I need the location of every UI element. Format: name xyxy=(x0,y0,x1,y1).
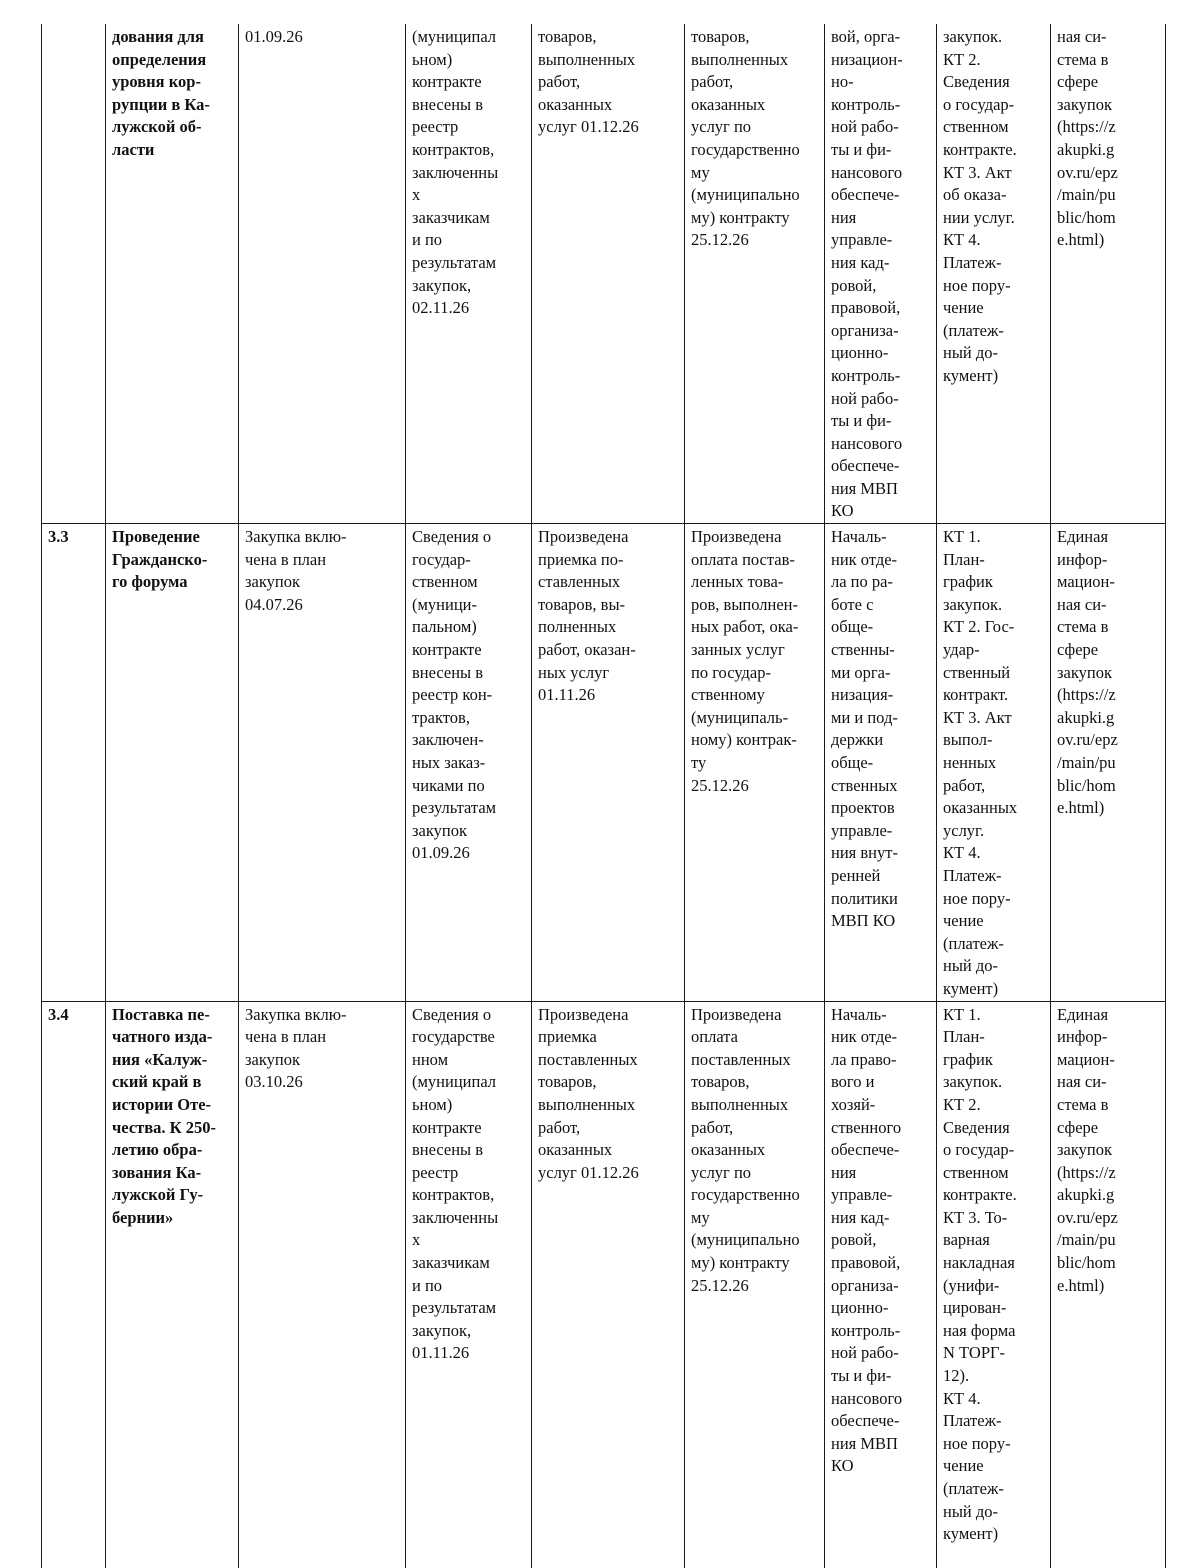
control-point-4: Произведена оплата поставленных товаров, выполненных работ, оказанных услуг по государственно му (муниципально му) контракту 25.12.26 xyxy=(691,1004,800,1295)
system-cell xyxy=(1051,1001,1166,1568)
event-name: дования для определения уровня кор- рупции в Ка- лужской об- ласти xyxy=(112,27,210,159)
responsible-cell xyxy=(825,24,937,524)
event-name: Проведение Гражданско- го форума xyxy=(112,527,208,592)
control-point-4-cell xyxy=(685,524,825,1001)
event-name: Поставка пе- чатного изда- ния «Калуж- ский край в истории Оте- чества. К 250- летию обра- зования Ка- лужской Гу- бернии» xyxy=(112,1004,217,1227)
table-row xyxy=(42,1001,1166,1568)
control-point-2-cell xyxy=(406,524,532,1001)
control-point-3: товаров, выполненных работ, оказанных услуг 01.12.26 xyxy=(538,27,639,137)
control-point-1-cell xyxy=(239,524,406,1001)
control-point-1: Закупка вклю- чена в план закупок 03.10.26 xyxy=(245,1004,347,1092)
information-system: ная си- стема в сфере закупок (https://z akupki.g ov.ru/epz /main/pu blic/hom e.html) xyxy=(1057,27,1118,250)
control-point-3-cell xyxy=(532,524,685,1001)
control-point-1-cell xyxy=(239,1001,406,1568)
plan-table xyxy=(41,24,1166,1568)
control-point-4-cell xyxy=(685,1001,825,1568)
event-cell xyxy=(106,524,239,1001)
information-system: Единая инфор- мацион- ная си- стема в сфере закупок (https://z akupki.g ov.ru/epz /main/pu blic/hom e.html) xyxy=(1057,1004,1118,1295)
table-row xyxy=(42,24,1166,524)
control-point-3: Произведена приемка поставленных товаров, выполненных работ, оказанных услуг 01.12.26 xyxy=(538,1004,639,1182)
control-point-2-cell xyxy=(406,24,532,524)
row-number: 3.3 xyxy=(48,527,69,547)
control-point-4-cell xyxy=(685,24,825,524)
row-number: 3.4 xyxy=(48,1004,69,1024)
control-point-2: Сведения о государстве нном (муниципал ьном) контракте внесены в реестр контрактов, заключенны х заказчикам и по результатам закупок, 01.11.26 xyxy=(412,1004,499,1363)
control-point-1-cell xyxy=(239,24,406,524)
control-point-4: товаров, выполненных работ, оказанных услуг по государственно му (муниципально му) контракту 25.12.26 xyxy=(691,27,800,250)
row-number-cell xyxy=(42,1001,106,1568)
documents-cell xyxy=(937,1001,1051,1568)
system-cell xyxy=(1051,524,1166,1001)
documents: закупок. КТ 2. Сведения о государ- ственном контракте. КТ 3. Акт об оказа- нии услуг. КТ 4. Платеж- ное пору- чение (платеж- ный до- кумент) xyxy=(943,27,1017,385)
control-point-3-cell xyxy=(532,24,685,524)
responsible: вой, орга- низацион- но- контроль- ной рабо- ты и фи- нансового обеспече- ния управле- ния кад- ровой, правовой, организа- ционно- контроль- ной рабо- ты и фи- нансового обеспече- ния МВП КО xyxy=(831,27,903,521)
control-point-2-cell xyxy=(406,1001,532,1568)
row-number-cell xyxy=(42,524,106,1001)
responsible-cell xyxy=(825,524,937,1001)
system-cell xyxy=(1051,24,1166,524)
information-system: Единая инфор- мацион- ная си- стема в сфере закупок (https://z akupki.g ov.ru/epz /main/pu blic/hom e.html) xyxy=(1057,527,1118,818)
event-cell xyxy=(106,1001,239,1568)
documents-cell xyxy=(937,524,1051,1001)
responsible: Началь- ник отде- ла право- вого и хозяй- ственного обеспече- ния управле- ния кад- ровой, правовой, организа- ционно- контроль- ной рабо- ты и фи- нансового обеспече- ния МВП КО xyxy=(831,1004,903,1476)
row-number-cell xyxy=(42,24,106,524)
documents: КТ 1. План- график закупок. КТ 2. Сведения о государ- ственном контракте. КТ 3. То- варная накладная (унифи- цирован- ная форма N ТОРГ- 12). КТ 4. Платеж- ное пору- чение (платеж- ный до- кумент) xyxy=(943,1004,1017,1544)
control-point-1: Закупка вклю- чена в план закупок 04.07.26 xyxy=(245,527,347,614)
control-point-2: (муниципал ьном) контракте внесены в реестр контрактов, заключенны х заказчикам и по результатам закупок, 02.11.26 xyxy=(412,27,499,318)
responsible: Началь- ник отде- ла по ра- боте с обще- ственны- ми орга- низация- ми и под- держки обще- ственных проектов управле- ния внут- ренней политики МВП КО xyxy=(831,527,898,931)
control-point-1: 01.09.26 xyxy=(245,27,303,46)
documents-cell xyxy=(937,24,1051,524)
control-point-3-cell xyxy=(532,1001,685,1568)
control-point-2: Сведения о государ- ственном (муници- пальном) контракте внесены в реестр кон- трактов, заключен- ных заказ- чиками по результатам закупок 01.09.26 xyxy=(412,527,497,863)
documents: КТ 1. План- график закупок. КТ 2. Гос- удар- ственный контракт. КТ 3. Акт выпол- ненных работ, оказанных услуг. КТ 4. Платеж- ное пору- чение (платеж- ный до- кумент) xyxy=(943,527,1018,998)
control-point-4: Произведена оплата постав- ленных това- ров, выполнен- ных работ, ока- занных услуг по государ- ственному (муниципаль- ному) контрак- ту 25.12.26 xyxy=(691,527,799,795)
table-row xyxy=(42,524,1166,1001)
control-point-3: Произведена приемка по- ставленных товаров, вы- полненных работ, оказан- ных услуг 01.11.26 xyxy=(538,527,636,705)
event-cell xyxy=(106,24,239,524)
responsible-cell xyxy=(825,1001,937,1568)
